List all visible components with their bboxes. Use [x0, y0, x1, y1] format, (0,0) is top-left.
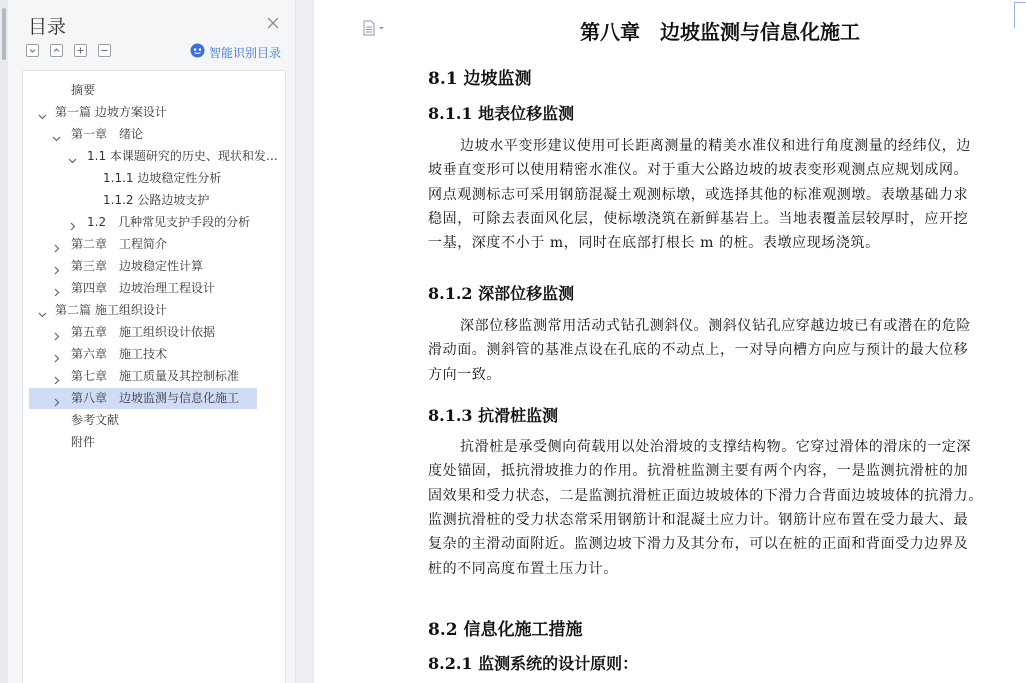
chevron-right-icon[interactable] — [51, 393, 62, 404]
document-icon[interactable] — [362, 20, 388, 40]
sidebar-splitter[interactable] — [296, 0, 314, 683]
toc-item[interactable] — [29, 322, 279, 343]
document-page — [314, 0, 1026, 683]
paragraph-line: 边坡水平变形建议使用可长距离测量的精美水准仪和进行角度测量的经纬仪，边 — [460, 138, 971, 154]
paragraph-line: 一基，深度不小于 m，同时在底部打根长 m 的桩。表墩应现场浇筑。 — [428, 235, 880, 252]
paragraph-line: 稳固，可除去表面风化层，使标墩浇筑在新鲜基岩上。当地表覆盖层较厚时，应开挖 — [428, 210, 969, 227]
toc-sidebar — [8, 0, 296, 683]
add-item-icon[interactable] — [74, 44, 87, 57]
chevron-right-icon[interactable] — [51, 371, 62, 382]
toc-item[interactable] — [29, 102, 279, 123]
paragraph-line: 复杂的主滑动面附近。监测边坡下滑力及其分布，可以在桩的正面和背面受力边界及 — [428, 536, 969, 553]
toc-item-label: 第八章 边坡监测与信息化施工 — [71, 391, 240, 405]
toc-item[interactable] — [29, 410, 279, 431]
chevron-right-icon[interactable] — [51, 239, 62, 250]
heading-8-1-1: 8.1.1 地表位移监测 — [428, 104, 575, 123]
chevron-right-icon[interactable] — [51, 261, 62, 272]
toc-item[interactable] — [29, 190, 279, 211]
smart-toc-button[interactable] — [190, 43, 281, 61]
paragraph-line: 固效果和受力状态，二是监测抗滑桩正面边坡坡体的下滑力合背面边坡坡体的抗滑力。 — [428, 487, 983, 504]
heading-8-2-1: 8.2.1 监测系统的设计原则： — [428, 654, 639, 673]
toc-item[interactable] — [29, 124, 279, 145]
toc-item[interactable] — [29, 234, 279, 255]
toc-item[interactable] — [29, 344, 279, 365]
toc-item-label: 第二篇 施工组织设计 — [55, 303, 167, 317]
paragraph-line: 坡垂直变形可以使用精密水准仪。对于重大公路边坡的坡表变形观测点应规划成网。 — [428, 162, 969, 179]
toc-item-label: 第三章 边坡稳定性计算 — [71, 259, 204, 273]
close-icon[interactable] — [264, 14, 282, 32]
page-corner-marker — [1014, 2, 1026, 28]
paragraph-line: 抗滑桩是承受侧向荷载用以处治滑坡的支撑结构物。它穿过滑体的滑床的一定深 — [460, 439, 971, 455]
toc-item-label: 第六章 施工技术 — [71, 347, 168, 361]
chevron-down-icon[interactable] — [67, 151, 78, 162]
toc-item-label: 参考文献 — [71, 413, 120, 427]
paragraph-line: 滑动面。测斜管的基准点设在孔底的不动点上，一对导向槽方向应与预计的最大位移 — [428, 342, 969, 359]
toc-item-label: 第七章 施工质量及其控制标准 — [71, 369, 240, 383]
paragraph-line: 桩的不同高度布置土压力计。 — [428, 560, 618, 577]
toc-item[interactable] — [29, 278, 279, 299]
toc-item-label: 附件 — [71, 435, 96, 449]
chevron-right-icon[interactable] — [67, 217, 78, 228]
heading-8-1-2: 8.1.2 深部位移监测 — [428, 284, 575, 303]
toc-item[interactable] — [29, 300, 279, 321]
edge-scroll-thumb[interactable] — [2, 8, 6, 60]
toc-item-label: 第二章 工程简介 — [71, 237, 168, 251]
chevron-down-icon[interactable] — [51, 129, 62, 140]
toc-item-label: 第五章 施工组织设计依据 — [71, 325, 216, 339]
toc-item-label: 1.2 几种常见支护手段的分析 — [87, 215, 251, 229]
heading-8-1: 8.1 边坡监测 — [428, 69, 532, 89]
toc-item-label: 第一章 绪论 — [71, 127, 144, 141]
toc-item-label: 第四章 边坡治理工程设计 — [71, 281, 216, 295]
toc-item[interactable] — [29, 366, 279, 387]
heading-8-1-3: 8.1.3 抗滑桩监测 — [428, 406, 559, 425]
paragraph-line: 度处锚固，抵抗滑坡推力的作用。抗滑桩监测主要有两个内容，一是监测抗滑桩的加 — [428, 463, 969, 480]
smart-toc-icon — [190, 43, 205, 62]
toc-item[interactable] — [29, 212, 279, 233]
toc-item[interactable] — [29, 388, 257, 409]
chevron-right-icon[interactable] — [51, 349, 62, 360]
toc-item[interactable] — [29, 432, 279, 453]
paragraph-line: 监测抗滑桩的受力状态常采用钢筋计和混凝土应力计。钢筋计应布置在受力最大、最 — [428, 511, 969, 528]
chevron-right-icon[interactable] — [51, 327, 62, 338]
heading-8-2: 8.2 信息化施工措施 — [428, 620, 583, 640]
remove-item-icon[interactable] — [98, 44, 111, 57]
paragraph-line: 网点观测标志可采用钢筋混凝土观测标墩，或选择其他的标准观测墩。表墩基础力求 — [428, 186, 969, 203]
expand-up-icon[interactable] — [50, 44, 63, 57]
toc-item-label: 1.1.2 公路边坡支护 — [103, 193, 210, 207]
toc-panel — [22, 70, 286, 683]
toc-item[interactable] — [29, 256, 279, 277]
left-edge-strip — [0, 0, 8, 683]
toc-item[interactable] — [29, 146, 279, 167]
paragraph-line: 方向一致。 — [428, 366, 501, 383]
sidebar-title: 目录 — [28, 16, 67, 38]
chevron-down-icon[interactable] — [37, 107, 48, 118]
paragraph-line: 深部位移监测常用活动式钻孔测斜仪。测斜仪钻孔应穿越边坡已有或潜在的危险 — [460, 318, 971, 334]
smart-toc-label: 智能识别目录 — [209, 45, 282, 60]
collapse-all-icon[interactable] — [26, 44, 39, 57]
toc-item[interactable] — [29, 168, 279, 189]
toc-item[interactable] — [29, 80, 279, 101]
chevron-down-icon[interactable] — [37, 305, 48, 316]
toc-item-label: 1.1 本课题研究的历史、现状和发… — [87, 149, 278, 163]
toc-item-label: 摘要 — [71, 83, 96, 97]
chevron-right-icon[interactable] — [51, 283, 62, 294]
chapter-title: 第八章 边坡监测与信息化施工 — [580, 20, 860, 44]
toc-item-label: 第一篇 边坡方案设计 — [55, 105, 167, 119]
toc-item-label: 1.1.1 边坡稳定性分析 — [103, 171, 222, 185]
